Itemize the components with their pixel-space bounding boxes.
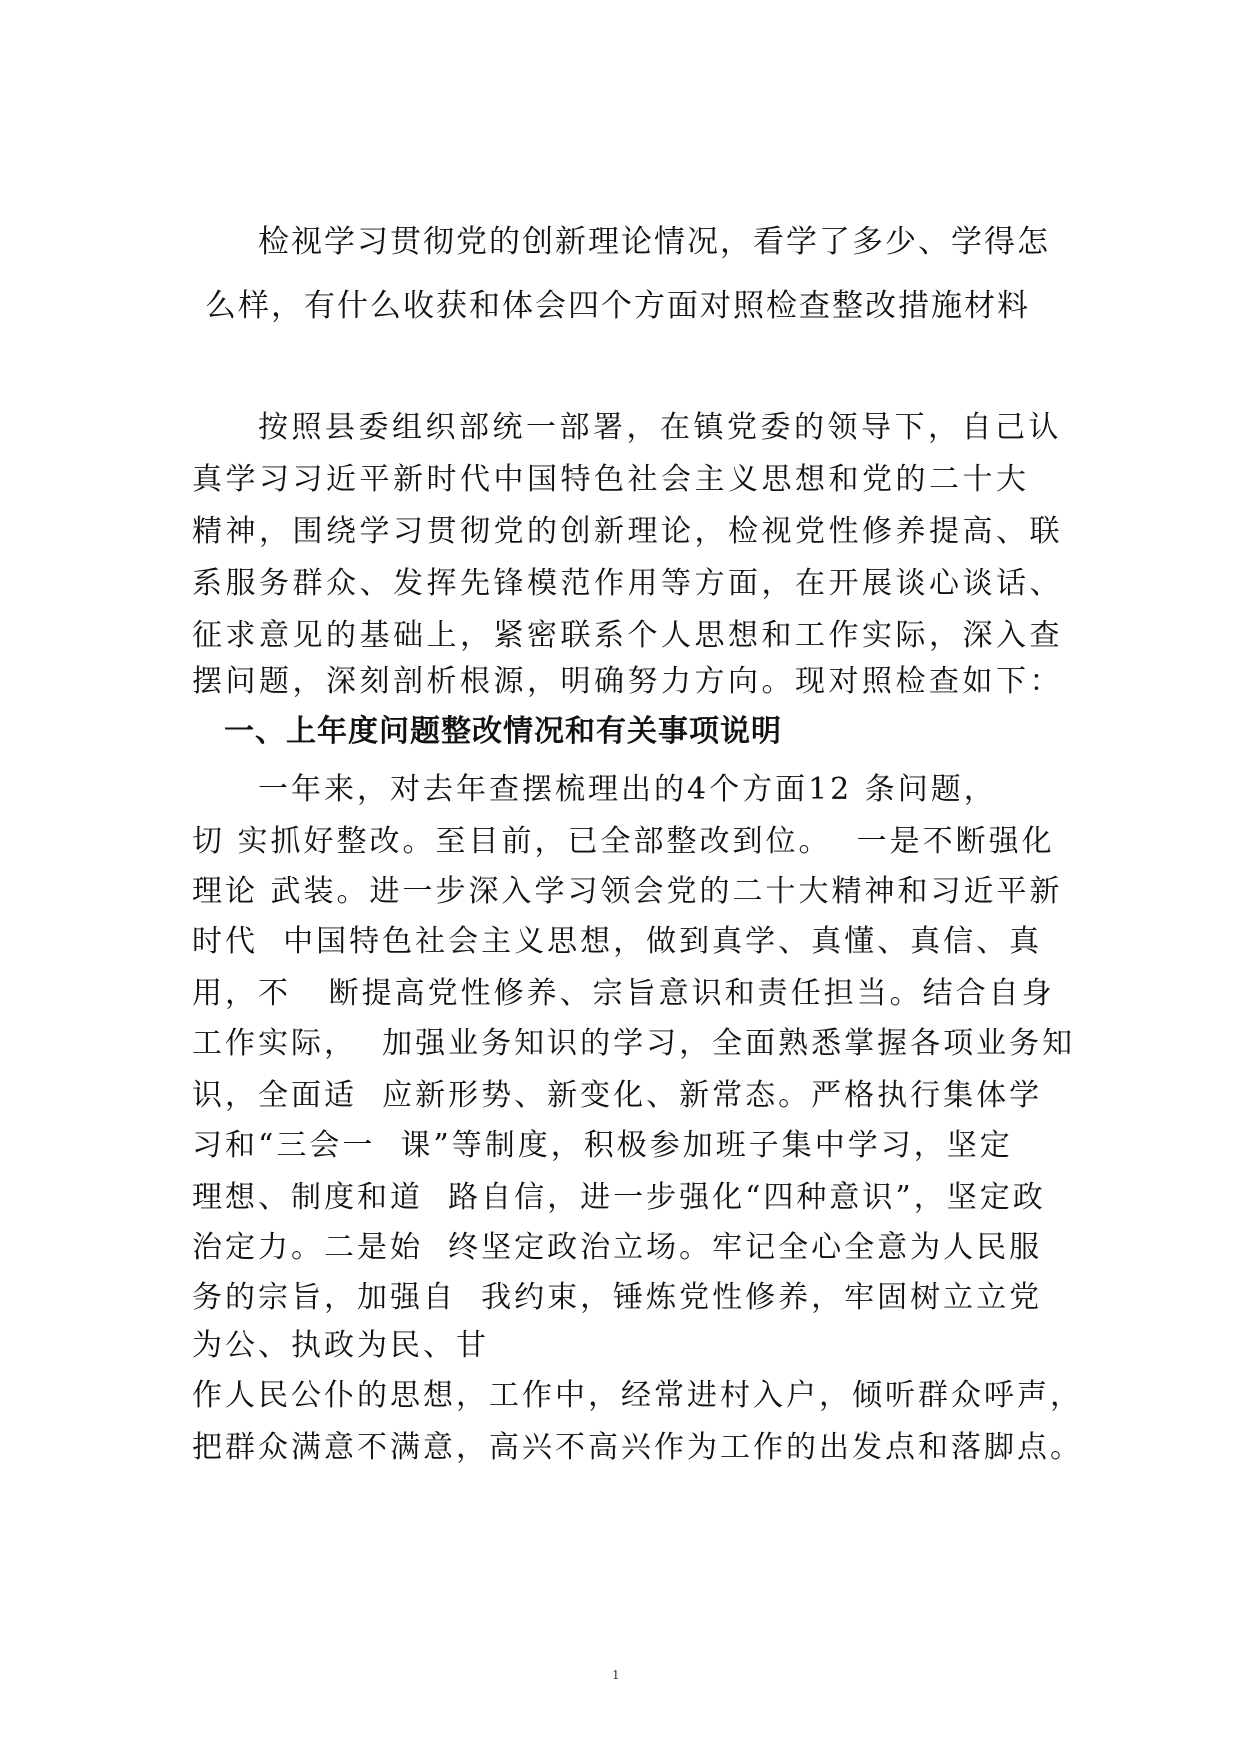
section-line-12: 为公、执政为民、甘 xyxy=(192,1328,489,1363)
page-number: 1 xyxy=(612,1668,620,1682)
intro-line-5: 征求意见的基础上，紧密联系个人思想和工作实际，深入查 xyxy=(192,618,1063,653)
document-title-line-2: 么样，有什么收获和体会四个方面对照检查整改措施材料 xyxy=(205,288,1030,324)
section-line-7: 识，全面适 应新形势、新变化、新常态。严格执行集体学 xyxy=(192,1078,1043,1113)
section-line-2: 切 实抓好整改。至目前，已全部整改到位。 一是不断强化 xyxy=(192,824,1055,859)
section-line-5: 用，不 断提高党性修养、宗旨意识和责任担当。结合自身 xyxy=(192,976,1055,1011)
section-heading: 一、上年度问题整改情况和有关事项说明 xyxy=(224,714,782,749)
section-line-6: 工作实际， 加强业务知识的学习，全面熟悉掌握各项业务知 xyxy=(192,1026,1076,1061)
intro-line-3: 精神，围绕学习贯彻党的创新理论，检视党性修养提高、联 xyxy=(192,514,1063,549)
intro-line-4: 系服务群众、发挥先锋模范作用等方面，在开展谈心谈话、 xyxy=(192,566,1063,601)
section-line-1: 一年来，对去年查摆梳理出的4个方面12 条问题， xyxy=(258,772,997,807)
section-line-13: 作人民公仆的思想，工作中，经常进村入户，倾听群众呼声， xyxy=(192,1378,1083,1413)
section-line-11: 务的宗旨，加强自 我约束，锤炼党性修养，牢固树立立党 xyxy=(192,1280,1043,1315)
intro-line-1: 按照县委组织部统一部署，在镇党委的领导下，自己认 xyxy=(258,410,1062,445)
section-line-10: 治定力。二是始 终坚定政治立场。牢记全心全意为人民服 xyxy=(192,1230,1043,1265)
section-line-3: 理论 武装。进一步深入学习领会党的二十大精神和习近平新 xyxy=(192,874,1063,909)
section-line-4: 时代 中国特色社会主义思想，做到真学、真懂、真信、真 xyxy=(192,924,1043,959)
section-line-8: 习和“三会一 课”等制度，积极参加班子集中学习，坚定 xyxy=(192,1128,1013,1163)
intro-line-2: 真学习习近平新时代中国特色社会主义思想和党的二十大 xyxy=(192,462,1030,497)
document-title-line-1: 检视学习贯彻党的创新理论情况，看学了多少、学得怎 xyxy=(258,224,1050,260)
section-line-9: 理想、制度和道 路自信，进一步强化“四种意识”，坚定政 xyxy=(192,1180,1046,1215)
intro-line-6: 摆问题，深刻剖析根源，明确努力方向。现对照检查如下： xyxy=(192,664,1063,699)
section-line-14: 把群众满意不满意，高兴不高兴作为工作的出发点和落脚点。 xyxy=(192,1430,1083,1465)
